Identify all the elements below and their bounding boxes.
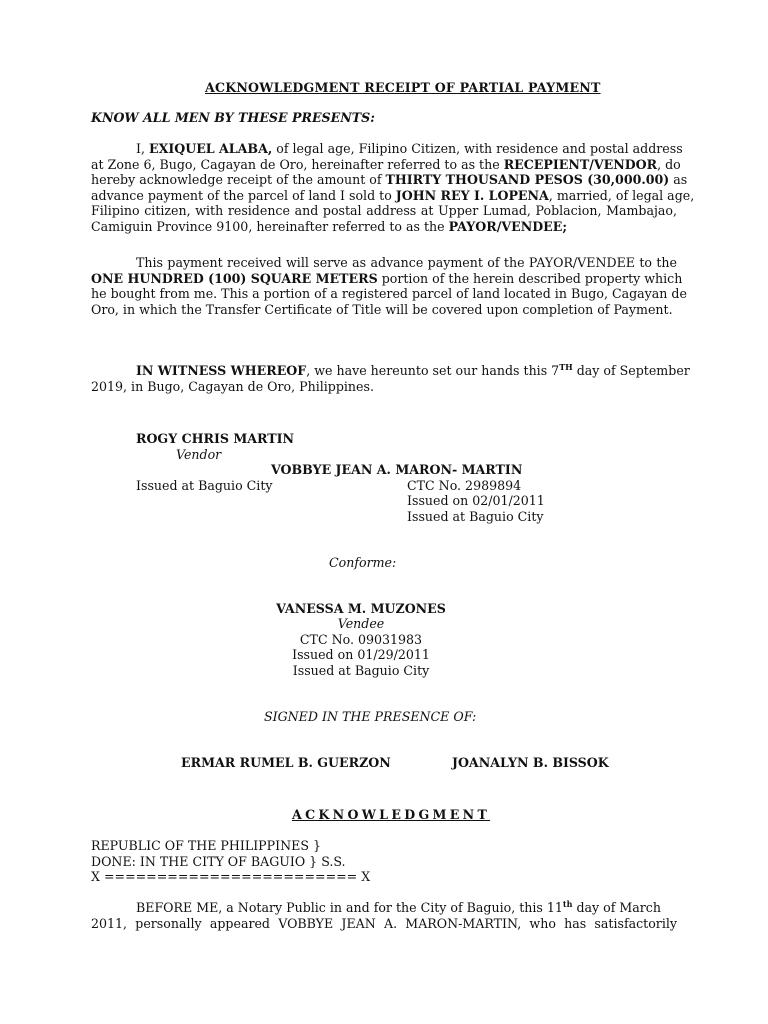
para1-line2: at Zone 6, Bugo, Cagayan de Oro, hereinafter referred to as the RECEPIENT/VENDOR, do [91,157,681,172]
co-signer-issued-at: Issued at Baguio City [407,509,544,524]
vendee-issued-at: Issued at Baguio City [292,663,430,678]
witness-line1: IN WITNESS WHEREOF, we have hereunto set our hands this 7TH day of September [136,361,690,378]
witness-name-2: JOANALYN B. BISSOK [452,755,609,770]
notary-line1: BEFORE ME, a Notary Public in and for the City of Baguio, this 11th day of March [136,898,661,915]
para1-line5: Filipino citizen, with residence and postal address at Upper Lumad, Poblacion, Mambajao, [91,203,677,218]
vendee-name: VANESSA M. MUZONES [276,601,446,616]
para2-line2: ONE HUNDRED (100) SQUARE METERS portion of the herein described property which [91,271,683,286]
vendee-issued-on: Issued on 01/29/2011 [292,647,430,662]
para1-line1: I, EXIQUEL ALABA, of legal age, Filipino Citizen, with residence and postal address [136,141,683,156]
co-signer-name: VOBBYE JEAN A. MARON- MARTIN [271,462,523,477]
document-title: ACKNOWLEDGMENT RECEIPT OF PARTIAL PAYMENT [205,80,601,95]
para2-line1: This payment received will serve as advance payment of the PAYOR/VENDEE to the [136,255,677,270]
intro-heading: KNOW ALL MEN BY THESE PRESENTS: [91,110,375,125]
co-signer-issued-on: Issued on 02/01/2011 [407,493,545,508]
vendor-role: Vendor [176,447,222,462]
notary-line2: 2011, personally appeared VOBBYE JEAN A. MARON-MARTIN, who has satisfactorily [91,916,677,931]
venue-line1: REPUBLIC OF THE PHILIPPINES } [91,838,321,853]
witness-name-1: ERMAR RUMEL B. GUERZON [181,755,391,770]
acknowledgment-heading: ACKNOWLEDGMENT [292,807,491,822]
para1-line3: hereby acknowledge receipt of the amount of THIRTY THOUSAND PESOS (30,000.00) as [91,172,688,187]
para1-line6: Camiguin Province 9100, hereinafter referred to as the PAYOR/VENDEE; [91,219,567,234]
co-signer-ctc: CTC No. 2989894 [407,478,522,493]
vendee-role: Vendee [337,616,385,631]
signed-presence-label: SIGNED IN THE PRESENCE OF: [264,709,477,724]
witness-line2: 2019, in Bugo, Cagayan de Oro, Philippines. [91,379,374,394]
para2-line4: Oro, in which the Transfer Certificate of Title will be covered upon completion of Payment. [91,302,673,317]
vendor-issued-at: Issued at Baguio City [136,478,273,493]
para1-line4: advance payment of the parcel of land I sold to JOHN REY I. LOPENA, married, of legal age, [91,188,695,203]
conforme-label: Conforme: [329,555,397,570]
para2-line3: he bought from me. This a portion of a registered parcel of land located in Bugo, Cagayan de [91,286,687,301]
venue-line2: DONE: IN THE CITY OF BAGUIO } S.S. [91,854,346,869]
venue-separator: X ======================== X [91,869,371,884]
vendor-name: ROGY CHRIS MARTIN [136,431,295,446]
vendee-ctc: CTC No. 09031983 [299,632,423,647]
